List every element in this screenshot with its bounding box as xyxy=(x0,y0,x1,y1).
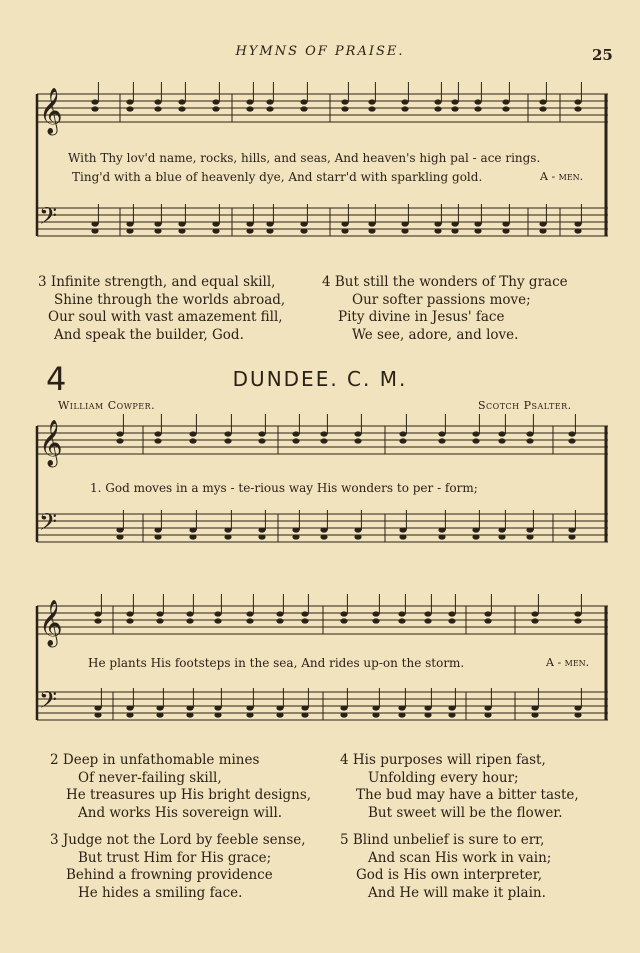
note-head xyxy=(448,618,455,623)
note-head xyxy=(156,611,163,616)
verse-2: 2 Deep in unfathomable mines Of never-failing skill, He treasures up His bright designs, And works His sovereign will. xyxy=(50,752,312,821)
note-head xyxy=(424,712,431,717)
note-head xyxy=(399,527,406,532)
note-head xyxy=(354,534,361,539)
note-head xyxy=(398,712,405,717)
note-head xyxy=(258,431,265,436)
note-head xyxy=(214,611,221,616)
note-head xyxy=(94,611,101,616)
note-head xyxy=(574,712,581,717)
note-head xyxy=(116,527,123,532)
author-credit: William Cowper. xyxy=(58,399,156,412)
note-head xyxy=(434,221,441,226)
note-head xyxy=(224,527,231,532)
note-head xyxy=(178,99,185,104)
note-head xyxy=(94,618,101,623)
note-head xyxy=(186,618,193,623)
note-head xyxy=(156,705,163,710)
note-head xyxy=(214,712,221,717)
note-head xyxy=(258,534,265,539)
note-head xyxy=(354,431,361,436)
note-head xyxy=(474,99,481,104)
note-head xyxy=(368,221,375,226)
amen-lyric: A - men. xyxy=(546,656,590,669)
note-head xyxy=(531,712,538,717)
note-head xyxy=(246,106,253,111)
note-head xyxy=(502,221,509,226)
treble-clef: 𝄞 xyxy=(39,420,63,466)
note-head xyxy=(574,228,581,233)
verse-3: 3 Infinite strength, and equal skill, Shine through the worlds abroad, Our soul with vast amazement fill, And speak the builder, God. xyxy=(38,274,286,343)
note-head xyxy=(214,618,221,623)
note-head xyxy=(224,534,231,539)
note-head xyxy=(300,99,307,104)
note-head xyxy=(320,527,327,532)
note-head xyxy=(186,705,193,710)
note-head xyxy=(502,99,509,104)
note-head xyxy=(574,705,581,710)
note-head xyxy=(438,534,445,539)
note-head xyxy=(568,431,575,436)
note-head xyxy=(301,705,308,710)
note-head xyxy=(451,99,458,104)
verse-5: 5 Blind unbelief is sure to err, And scan His work in vain; God is His own interpreter, And He will make it plain. xyxy=(340,832,552,901)
lyric-line: 1. God moves in a mys - te-rious way His wonders to per - form; xyxy=(90,481,478,495)
note-head xyxy=(398,618,405,623)
note-head xyxy=(448,705,455,710)
note-head xyxy=(94,712,101,717)
note-head xyxy=(154,221,161,226)
note-head xyxy=(300,221,307,226)
note-head xyxy=(484,705,491,710)
bass-clef: 𝄢 xyxy=(39,508,58,541)
note-head xyxy=(301,712,308,717)
bass-clef: 𝄢 xyxy=(39,202,58,235)
treble-clef: 𝄞 xyxy=(39,600,63,646)
note-head xyxy=(434,228,441,233)
note-head xyxy=(126,106,133,111)
note-head xyxy=(154,99,161,104)
note-head xyxy=(368,99,375,104)
verse-4: 4 But still the wonders of Thy grace Our softer passions move; Pity divine in Jesus' face We see, adore, and love. xyxy=(322,274,568,343)
note-head xyxy=(526,527,533,532)
note-head xyxy=(258,438,265,443)
note-head xyxy=(401,106,408,111)
amen-lyric: A - men. xyxy=(540,170,584,183)
note-head xyxy=(276,705,283,710)
note-head xyxy=(574,618,581,623)
note-head xyxy=(266,99,273,104)
note-head xyxy=(498,438,505,443)
note-head xyxy=(116,534,123,539)
note-head xyxy=(438,438,445,443)
note-head xyxy=(340,712,347,717)
note-head xyxy=(126,611,133,616)
lyric-line: With Thy lov'd name, rocks, hills, and seas, And heaven's high pal - ace rings. xyxy=(68,151,541,165)
note-head xyxy=(502,228,509,233)
note-head xyxy=(526,431,533,436)
note-head xyxy=(154,431,161,436)
verse-4: 4 His purposes will ripen fast, Unfolding every hour; The bud may have a bitter taste, But sweet will be the flower. xyxy=(340,752,579,821)
note-head xyxy=(320,534,327,539)
note-head xyxy=(526,438,533,443)
note-head xyxy=(214,705,221,710)
note-head xyxy=(568,534,575,539)
note-head xyxy=(451,106,458,111)
note-head xyxy=(91,228,98,233)
note-head xyxy=(189,527,196,532)
bass-clef: 𝄢 xyxy=(39,686,58,719)
note-head xyxy=(354,438,361,443)
note-head xyxy=(258,527,265,532)
note-head xyxy=(156,618,163,623)
note-head xyxy=(246,228,253,233)
note-head xyxy=(498,534,505,539)
note-head xyxy=(574,611,581,616)
note-head xyxy=(474,228,481,233)
note-head xyxy=(424,618,431,623)
note-head xyxy=(399,438,406,443)
note-head xyxy=(91,221,98,226)
note-head xyxy=(539,106,546,111)
note-head xyxy=(276,611,283,616)
note-head xyxy=(531,705,538,710)
note-head xyxy=(498,527,505,532)
note-head xyxy=(246,618,253,623)
note-head xyxy=(266,106,273,111)
note-head xyxy=(212,106,219,111)
note-head xyxy=(116,438,123,443)
note-head xyxy=(186,712,193,717)
note-head xyxy=(401,228,408,233)
note-head xyxy=(472,431,479,436)
note-head xyxy=(424,705,431,710)
note-head xyxy=(484,618,491,623)
note-head xyxy=(116,431,123,436)
note-head xyxy=(212,221,219,226)
note-head xyxy=(372,712,379,717)
note-head xyxy=(568,527,575,532)
lyric-line: Ting'd with a blue of heavenly dye, And starr'd with sparkling gold. xyxy=(72,170,483,184)
note-head xyxy=(154,534,161,539)
note-head xyxy=(154,438,161,443)
note-head xyxy=(154,228,161,233)
page-number: 25 xyxy=(592,46,613,64)
note-head xyxy=(438,431,445,436)
note-head xyxy=(292,534,299,539)
note-head xyxy=(451,228,458,233)
note-head xyxy=(126,99,133,104)
note-head xyxy=(399,534,406,539)
note-head xyxy=(178,228,185,233)
treble-clef: 𝄞 xyxy=(39,88,63,134)
note-head xyxy=(212,228,219,233)
note-head xyxy=(276,618,283,623)
note-head xyxy=(126,712,133,717)
note-head xyxy=(126,221,133,226)
note-head xyxy=(434,106,441,111)
note-head xyxy=(574,99,581,104)
note-head xyxy=(266,221,273,226)
note-head xyxy=(246,705,253,710)
note-head xyxy=(292,438,299,443)
note-head xyxy=(341,106,348,111)
note-head xyxy=(484,611,491,616)
note-head xyxy=(401,221,408,226)
note-head xyxy=(341,221,348,226)
note-head xyxy=(266,228,273,233)
note-head xyxy=(189,431,196,436)
note-head xyxy=(246,99,253,104)
note-head xyxy=(372,618,379,623)
note-head xyxy=(398,705,405,710)
note-head xyxy=(300,228,307,233)
hymn-title: DUNDEE. C. M. xyxy=(232,367,408,391)
note-head xyxy=(301,611,308,616)
note-head xyxy=(539,228,546,233)
note-head xyxy=(574,221,581,226)
note-head xyxy=(434,99,441,104)
note-head xyxy=(372,705,379,710)
note-head xyxy=(212,99,219,104)
note-head xyxy=(91,106,98,111)
note-head xyxy=(474,106,481,111)
note-head xyxy=(186,611,193,616)
note-head xyxy=(399,431,406,436)
note-head xyxy=(372,611,379,616)
note-head xyxy=(224,438,231,443)
note-head xyxy=(424,611,431,616)
note-head xyxy=(526,534,533,539)
note-head xyxy=(438,527,445,532)
note-head xyxy=(292,527,299,532)
note-head xyxy=(154,527,161,532)
lyric-line: He plants His footsteps in the sea, And rides up-on the storm. xyxy=(88,656,465,670)
note-head xyxy=(574,106,581,111)
note-head xyxy=(531,618,538,623)
note-head xyxy=(568,438,575,443)
note-head xyxy=(341,228,348,233)
note-head xyxy=(246,712,253,717)
note-head xyxy=(276,712,283,717)
note-head xyxy=(448,611,455,616)
note-head xyxy=(292,431,299,436)
note-head xyxy=(246,611,253,616)
note-head xyxy=(320,438,327,443)
tune-credit: Scotch Psalter. xyxy=(478,399,572,412)
note-head xyxy=(472,438,479,443)
running-header: HYMNS OF PRAISE. xyxy=(235,44,405,59)
note-head xyxy=(178,221,185,226)
note-head xyxy=(126,228,133,233)
note-head xyxy=(368,106,375,111)
note-head xyxy=(301,618,308,623)
note-head xyxy=(502,106,509,111)
note-head xyxy=(320,431,327,436)
note-head xyxy=(91,99,98,104)
note-head xyxy=(341,99,348,104)
note-head xyxy=(531,611,538,616)
note-head xyxy=(354,527,361,532)
note-head xyxy=(300,106,307,111)
note-head xyxy=(484,712,491,717)
note-head xyxy=(498,431,505,436)
note-head xyxy=(340,611,347,616)
note-head xyxy=(539,221,546,226)
note-head xyxy=(539,99,546,104)
note-head xyxy=(189,438,196,443)
note-head xyxy=(472,527,479,532)
note-head xyxy=(368,228,375,233)
note-head xyxy=(448,712,455,717)
note-head xyxy=(398,611,405,616)
note-head xyxy=(189,534,196,539)
note-head xyxy=(126,618,133,623)
verse-3: 3 Judge not the Lord by feeble sense, But trust Him for His grace; Behind a frowning providence He hides a smiling face. xyxy=(50,832,306,901)
note-head xyxy=(156,712,163,717)
note-head xyxy=(224,431,231,436)
note-head xyxy=(340,705,347,710)
note-head xyxy=(126,705,133,710)
note-head xyxy=(178,106,185,111)
note-head xyxy=(246,221,253,226)
note-head xyxy=(474,221,481,226)
note-head xyxy=(340,618,347,623)
note-head xyxy=(401,99,408,104)
note-head xyxy=(154,106,161,111)
note-head xyxy=(451,221,458,226)
note-head xyxy=(94,705,101,710)
hymn-number: 4 xyxy=(46,360,67,398)
note-head xyxy=(472,534,479,539)
